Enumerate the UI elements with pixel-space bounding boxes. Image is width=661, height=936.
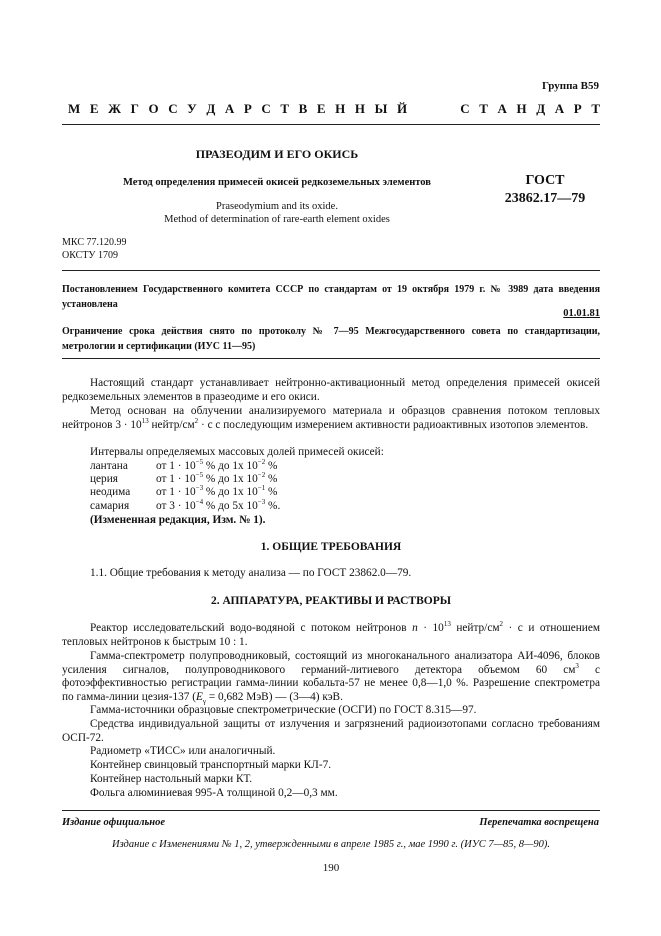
amended-note: (Измененная редакция, Изм. № 1).	[90, 514, 266, 526]
heading-letter: Й	[396, 101, 408, 116]
gost-label: ГОСТ	[525, 173, 565, 188]
interval-name: самария	[90, 500, 130, 512]
edition-note: Издание с Изменениями № 1, 2, утвержденными в апреле 1985 г., мае 1990 г. (ИУС 7—85, 8—90).	[112, 839, 550, 850]
heading-letter: А	[497, 101, 507, 116]
classification-codes	[62, 236, 126, 262]
heading-letter: Т	[591, 101, 600, 116]
heading-letter: Г	[130, 101, 139, 116]
okstu-code: ОКСТУ 1709	[62, 250, 119, 261]
heading-letter: Р	[573, 101, 582, 116]
gost-number	[490, 172, 600, 208]
word-gap	[417, 101, 451, 117]
section-2-paragraph-4: Средства индивидуальной защиты от излучения и загрязнений радиоизотопами согласно требованиям ОСП-72.	[62, 718, 600, 744]
heading-letter: О	[148, 101, 159, 116]
interval-value: от $1 \cdot 10^{-5}$ % до 1х $10^{-2}$ %	[156, 471, 278, 485]
section-2-paragraph-2: Гамма-спектрометр полупроводниковый, состоящий из многоканального анализатора АИ-4096, блоков усиления сигналов, полупроводникового германий-литиевого детектора объемом 60 $см^3$ с фотоэффективностью регистрации гамма-линии кобальта-57 не менее 0,8—1,0 %. Разрешение спектрометра по гамма-линии цезия-137 ($E_\gamma = 0,682$ МэВ) — (3—4) кэВ.	[62, 650, 600, 706]
heading-letter: Е	[316, 101, 326, 116]
group-code: Группа В59	[541, 80, 599, 92]
section-2-paragraph-1: Реактор исследовательский водо-водяной с потоком нейтронов $n \cdot 10^{13}$ нейтр/$см^2 \cdot с$ и отношением тепловых нейтронов к быстрым 10 : 1.	[62, 620, 600, 648]
intro-intervals-label: Интервалы определяемых массовых долей примесей окисей:	[90, 446, 384, 458]
english-title	[62, 200, 492, 226]
section-1-heading: 1. ОБЩИЕ ТРЕБОВАНИЯ	[260, 541, 402, 553]
section-2-paragraph-6: Контейнер свинцовый транспортный марки КЛ-7.	[90, 759, 332, 771]
page-number: 190	[322, 862, 340, 874]
interval-name: лантана	[90, 460, 128, 472]
header-rule	[62, 124, 600, 125]
decree-text: Постановлением Государственного комитета СССР по стандартам от 19 октября 1979 г. № 3989 дата введения установлена	[62, 284, 600, 310]
document-title: ПРАЗЕОДИМ И ЕГО ОКИСЬ	[195, 147, 359, 161]
interval-value: от $3 \cdot 10^{-4}$ % до 5х $10^{-3}$ %.	[156, 498, 281, 512]
heading-letter: Ы	[374, 101, 388, 116]
decree-date: 01.01.81	[563, 308, 600, 319]
heading-letter: А	[224, 101, 235, 116]
heading-letter: А	[554, 101, 565, 116]
heading-letter: С	[168, 101, 178, 116]
footer-rule	[62, 810, 600, 811]
heading-letter: У	[187, 101, 197, 116]
preamble-rule	[62, 358, 600, 359]
section-2-paragraph-7: Контейнер настольный марки КТ.	[90, 773, 253, 785]
intro-paragraph-1: Настоящий стандарт устанавливает нейтронно-активационный метод определения примесей окисей редкоземельных элементов в празеодиме и его окиси.	[62, 377, 600, 403]
heading-letter: Д	[536, 101, 546, 116]
limitation-text: Ограничение срока действия снято по протоколу № 7—95 Межгосударственного совета по стандартизации, метрологии и сертификации (ИУС 11—95)	[62, 326, 600, 352]
heading-letter: Р	[243, 101, 252, 116]
interval-value: от $1 \cdot 10^{-5}$ % до 1х $10^{-2}$ %	[156, 458, 278, 472]
section-2-paragraph-3: Гамма-источники образцовые спектрометрические (ОСГИ) по ГОСТ 8.315—97.	[90, 704, 477, 716]
intro-paragraph-2: Метод основан на облучении анализируемого материала и образцов сравнения потоком тепловых нейтронов $3 \cdot 10^{13}$ нейтр/$см^2 \cdot с$ с последующим измерением активности радиоактивных изотопов элементов.	[62, 405, 600, 431]
english-title-line1: Praseodymium and its oxide.	[216, 201, 338, 212]
gost-code: 23862.17—79	[504, 191, 586, 206]
heading-letter: С	[460, 101, 470, 116]
mks-code: МКС 77.120.99	[62, 237, 127, 248]
heading-letter: М	[68, 101, 81, 116]
heading-letter: Т	[479, 101, 488, 116]
codes-rule	[62, 270, 600, 271]
english-title-line2: Method of determination of rare-earth element oxides	[164, 214, 390, 225]
section-1-paragraph: 1.1. Общие требования к методу анализа — по ГОСТ 23862.0—79.	[90, 567, 412, 579]
section-2-paragraph-8: Фольга алюминиевая 995-А толщиной 0,2—0,3 мм.	[90, 787, 338, 799]
section-2-heading: 2. АППАРАТУРА, РЕАКТИВЫ И РАСТВОРЫ	[210, 595, 452, 607]
interval-name: церия	[90, 473, 118, 485]
heading-letter: Е	[89, 101, 99, 116]
heading-letter: Н	[516, 101, 527, 116]
reprint-prohibited-label: Перепечатка воспрещена	[479, 817, 599, 828]
heading-letter: Ж	[108, 101, 121, 116]
heading-letter: В	[298, 101, 308, 116]
section-2-paragraph-5: Радиометр «ТИСС» или аналогичный.	[90, 745, 276, 757]
heading-letter: Н	[354, 101, 366, 116]
interval-value: от $1 \cdot 10^{-3}$ % до 1х $10^{-1}$ %	[156, 484, 278, 498]
document-subtitle: Метод определения примесей окисей редкоземельных элементов	[123, 177, 431, 188]
interval-name: неодима	[90, 486, 131, 498]
heading-letter: Н	[335, 101, 346, 116]
official-edition-label: Издание официальное	[62, 817, 166, 828]
heading-letter: Д	[206, 101, 216, 116]
interstate-standard-heading	[68, 101, 600, 117]
heading-letter: Т	[280, 101, 290, 116]
heading-letter: С	[261, 101, 271, 116]
